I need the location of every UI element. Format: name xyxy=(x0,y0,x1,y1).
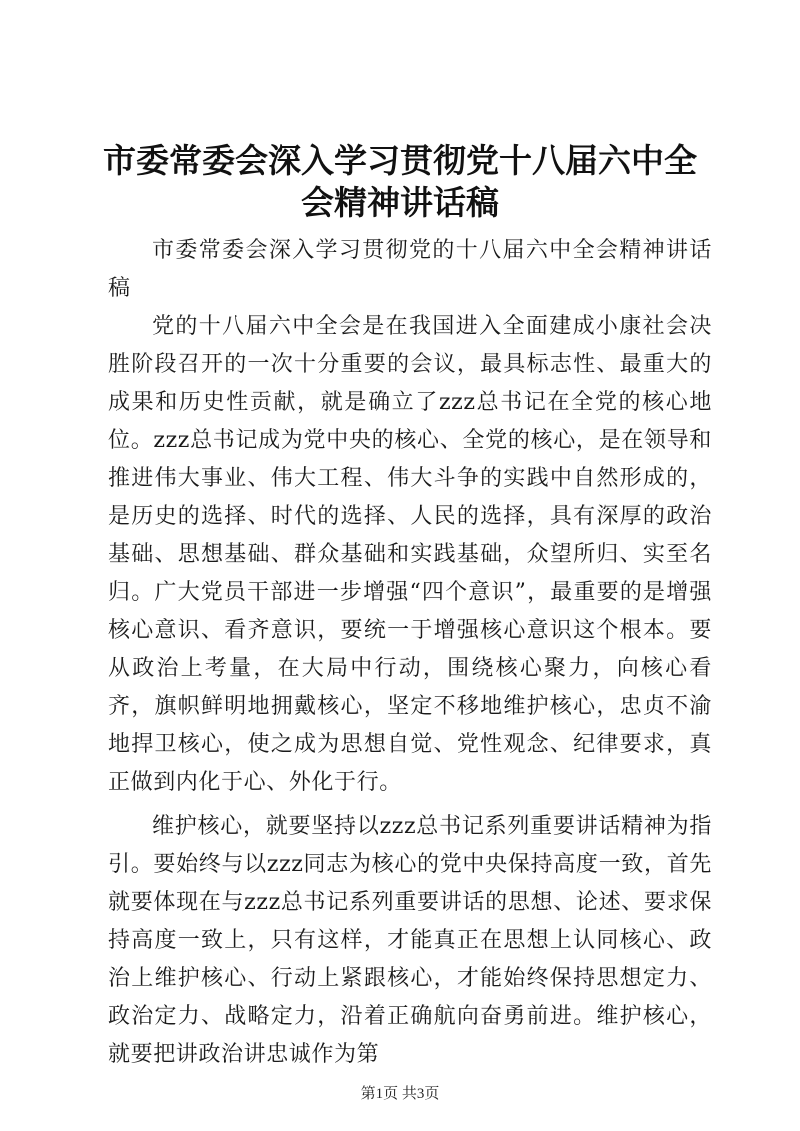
body-paragraph-2: 维护核心，就要坚持以zzz总书记系列重要讲话精神为指引。要始终与以zzz同志为核心的党中央保持高度一致，首先就要体现在与zzz总书记系列重要讲话的思想、论述、要求保持高度一致上，只有这样，才能真正在思想上认同核心、政治上维护核心、行动上紧跟核心，才能始终保持思想定力、政治定力、战略定力，沿着正确航向奋勇前进。维护核心，就要把讲政治讲忠诚作为第 xyxy=(108,814,712,1067)
document-subtitle: 市委常委会深入学习贯彻党的十八届六中全会精神讲话稿 xyxy=(108,238,712,301)
body-paragraph-1: 党的十八届六中全会是在我国进入全面建成小康社会决胜阶段召开的一次十分重要的会议，最具标志性、最重大的成果和历史性贡献，就是确立了zzz总书记在全党的核心地位。zzz总书记成为党中央的核心、全党的核心，是在领导和推进伟大事业、伟大工程、伟大斗争的实践中自然形成的，是历史的选择、时代的选择、人民的选择，具有深厚的政治基础、思想基础、群众基础和实践基础，众望所归、实至名归。广大党员干部进一步增强“四个意识”，最重要的是增强核心意识、看齐意识，要统一于增强核心意识这个根本。要从政治上考量，在大局中行动，围绕核心聚力，向核心看齐，旗帜鲜明地拥戴核心，坚定不移地维护核心，忠贞不渝地捍卫核心，使之成为思想自觉、党性观念、纪律要求，真正做到内化于心、外化于行。 xyxy=(108,314,712,795)
page-number: 第1页 共3页 xyxy=(360,1086,440,1102)
document-title: 市委常委会深入学习贯彻党十八届六中全会精神讲话稿 xyxy=(103,141,697,222)
document-body xyxy=(108,232,712,1074)
